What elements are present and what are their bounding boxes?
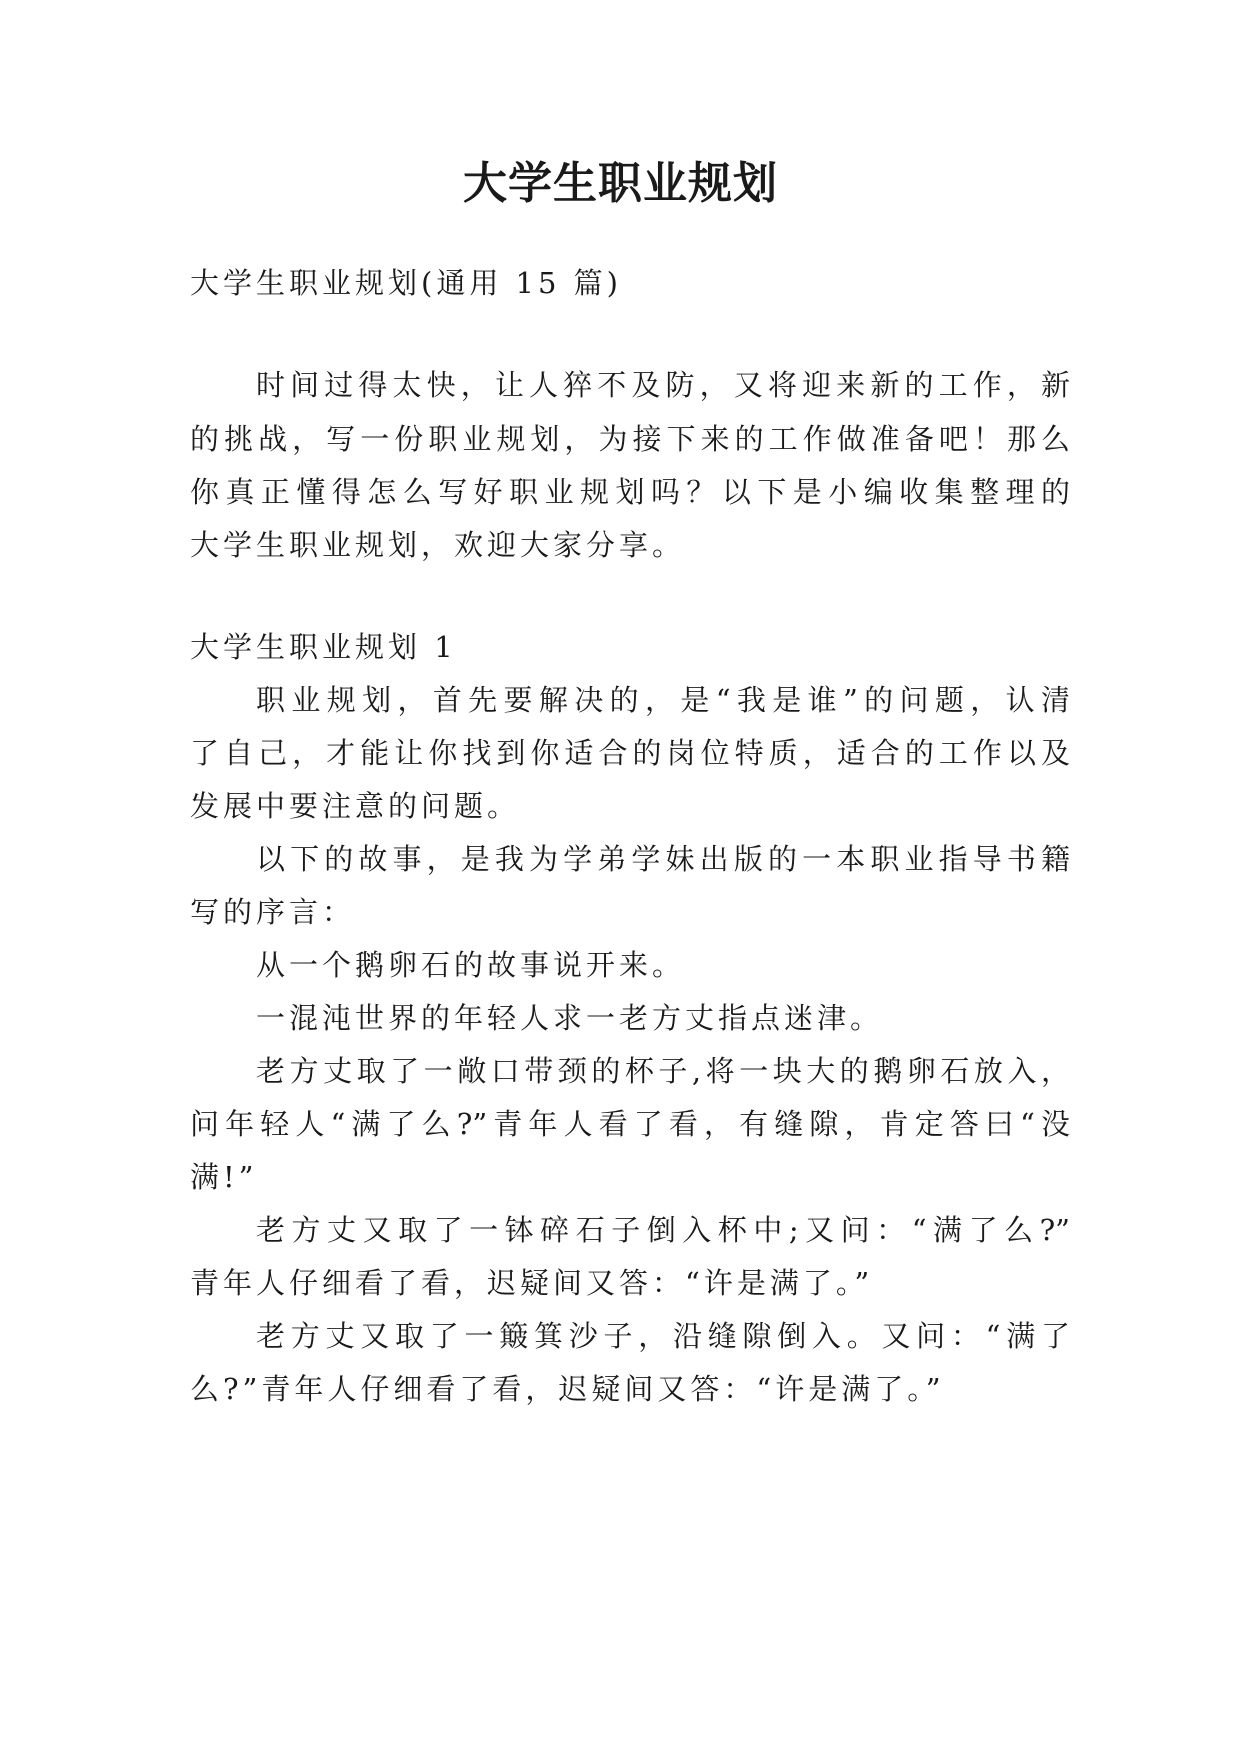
document-title: 大学生职业规划	[463, 158, 778, 209]
body-line: 老方丈又取了一簸箕沙子，沿缝隙倒入。又问：“满了	[256, 1319, 1070, 1353]
body-line: 从一个鹅卵石的故事说开来。	[256, 948, 686, 982]
body-line: 老方丈取了一敞口带颈的杯子,将一块大的鹅卵石放入，	[256, 1054, 1070, 1088]
body-line: 写的序言：	[190, 895, 356, 929]
intro-line: 大学生职业规划，欢迎大家分享。	[190, 528, 686, 562]
document-subtitle: 大学生职业规划(通用 15 篇)	[190, 266, 622, 300]
body-line: 以下的故事，是我为学弟学妹出版的一本职业指导书籍	[256, 842, 1070, 876]
body-line: 发展中要注意的问题。	[190, 789, 521, 823]
body-line: 问年轻人“满了么?”青年人看了看，有缝隙，肯定答曰“没	[190, 1107, 1070, 1141]
body-line: 一混沌世界的年轻人求一老方丈指点迷津。	[256, 1001, 884, 1035]
body-line: 老方丈又取了一钵碎石子倒入杯中;又问：“满了么?”	[256, 1213, 1070, 1247]
intro-line: 你真正懂得怎么写好职业规划吗？以下是小编收集整理的	[190, 475, 1070, 509]
body-line: 职业规划，首先要解决的，是“我是谁”的问题，认清	[256, 683, 1070, 717]
body-line: 满!”	[190, 1160, 258, 1194]
intro-line: 时间过得太快，让人猝不及防，又将迎来新的工作，新	[256, 368, 1070, 402]
body-line: 么?”青年人仔细看了看，迟疑间又答：“许是满了。”	[190, 1372, 945, 1406]
section-heading: 大学生职业规划 1	[190, 630, 457, 664]
intro-line: 的挑战，写一份职业规划，为接下来的工作做准备吧！那么	[190, 422, 1070, 456]
body-line: 了自己，才能让你找到你适合的岗位特质，适合的工作以及	[190, 736, 1070, 770]
body-line: 青年人仔细看了看，迟疑间又答：“许是满了。”	[190, 1266, 874, 1300]
